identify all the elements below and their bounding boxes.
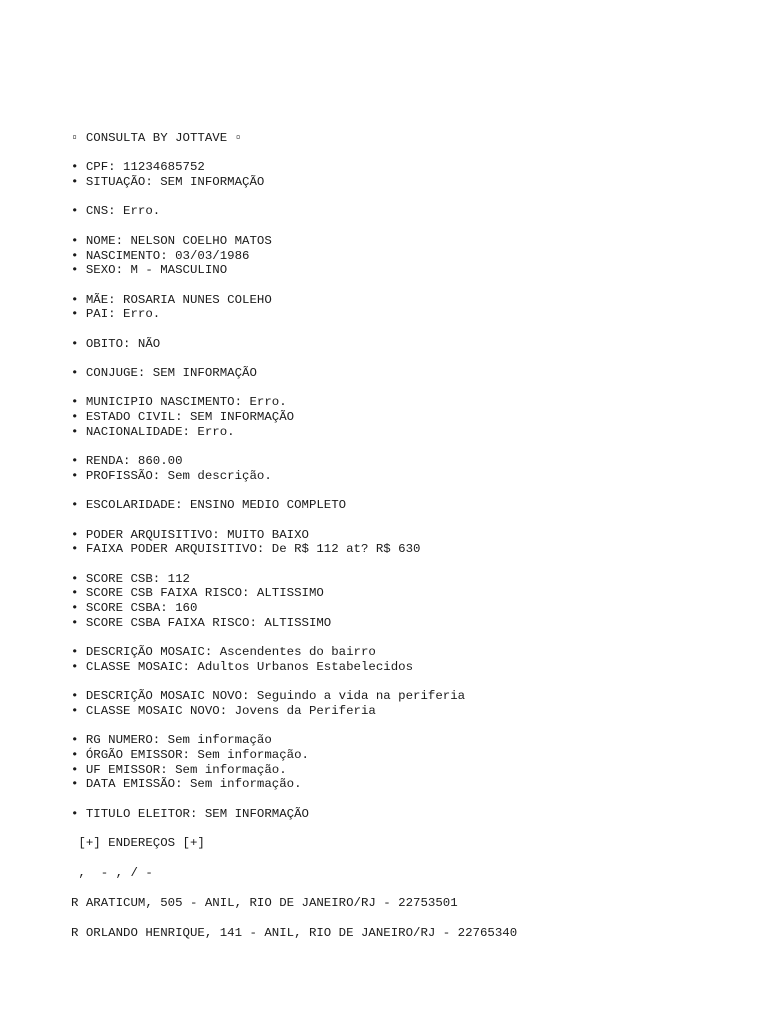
info-line: , - , / - — [71, 865, 153, 880]
section-gap — [71, 719, 751, 734]
info-line: • SCORE CSBA FAIXA RISCO: ALTISSIMO — [71, 615, 332, 630]
parents-section — [71, 293, 751, 322]
info-line: • ESCOLARIDADE: ENSINO MEDIO COMPLETO — [71, 498, 347, 513]
section-gap — [71, 910, 751, 925]
section-gap — [71, 351, 751, 366]
section-gap — [71, 484, 751, 499]
info-line: • NACIONALIDADE: Erro. — [71, 424, 235, 439]
info-line: • SCORE CSB FAIXA RISCO: ALTISSIMO — [71, 586, 324, 601]
document-header: ▫ CONSULTA BY JOTTAVE ▫ — [71, 131, 243, 145]
section-gap — [71, 219, 751, 234]
info-line: • SITUAÇÃO: SEM INFORMAÇÃO — [71, 175, 265, 190]
address-placeholder — [71, 866, 751, 881]
address-1 — [71, 896, 751, 911]
info-line: • DATA EMISSÃO: Sem informação. — [71, 777, 302, 792]
cpf-section — [71, 160, 751, 189]
info-line: • NASCIMENTO: 03/03/1986 — [71, 248, 250, 263]
info-line: • ÓRGÃO EMISSOR: Sem informação. — [71, 747, 309, 762]
section-gap — [71, 146, 751, 161]
section-gap — [71, 674, 751, 689]
info-line: • MÃE: ROSARIA NUNES COLEHO — [71, 292, 272, 307]
mosaic-novo-section — [71, 689, 751, 718]
info-line: • ESTADO CIVIL: SEM INFORMAÇÃO — [71, 410, 295, 425]
info-line: • OBITO: NÃO — [71, 336, 161, 351]
cns-section — [71, 204, 751, 219]
info-line: • RG NUMERO: Sem informação — [71, 733, 272, 748]
info-line: • PODER ARQUISITIVO: MUITO BAIXO — [71, 527, 309, 542]
section-gap — [71, 439, 751, 454]
section-gap — [71, 557, 751, 572]
info-line: • PAI: Erro. — [71, 307, 161, 322]
section-gap — [71, 630, 751, 645]
info-line: • CNS: Erro. — [71, 204, 161, 219]
section-gap — [71, 278, 751, 293]
rg-section — [71, 733, 751, 792]
address-2 — [71, 926, 751, 941]
info-line: • DESCRIÇÃO MOSAIC: Ascendentes do bairro — [71, 645, 376, 660]
info-line: • DESCRIÇÃO MOSAIC NOVO: Seguindo a vida na periferia — [71, 689, 466, 704]
info-line: • RENDA: 860.00 — [71, 454, 183, 469]
info-line: • SCORE CSB: 112 — [71, 571, 190, 586]
info-line: [+] ENDEREÇOS [+] — [71, 836, 205, 850]
info-line: • SEXO: M - MASCULINO — [71, 263, 228, 278]
info-line: • FAIXA PODER ARQUISITIVO: De R$ 112 at? R$ 630 — [71, 542, 421, 557]
obito-section — [71, 337, 751, 352]
section-gap — [71, 821, 751, 836]
purchasing-power-section — [71, 528, 751, 557]
consulta-document — [71, 131, 751, 940]
info-line: • NOME: NELSON COELHO MATOS — [71, 233, 272, 248]
conjuge-section — [71, 366, 751, 381]
section-gap — [71, 792, 751, 807]
section-gap — [71, 513, 751, 528]
info-line: • CLASSE MOSAIC NOVO: Jovens da Periferia — [71, 703, 376, 718]
section-gap — [71, 322, 751, 337]
info-line: • MUNICIPIO NASCIMENTO: Erro. — [71, 395, 287, 410]
info-line: R ORLANDO HENRIQUE, 141 - ANIL, RIO DE JANEIRO/RJ - 22765340 — [71, 925, 518, 940]
section-gap — [71, 190, 751, 205]
income-section — [71, 454, 751, 483]
info-line: • UF EMISSOR: Sem informação. — [71, 762, 287, 777]
section-gap — [71, 381, 751, 396]
info-line: • SCORE CSBA: 160 — [71, 601, 198, 615]
addresses-heading — [71, 836, 751, 851]
section-gap — [71, 851, 751, 866]
info-line: • CONJUGE: SEM INFORMAÇÃO — [71, 366, 257, 380]
identity-section — [71, 234, 751, 278]
info-line: • PROFISSÃO: Sem descrição. — [71, 468, 272, 483]
info-line: • CLASSE MOSAIC: Adultos Urbanos Estabelecidos — [71, 659, 414, 674]
titulo-section — [71, 807, 751, 822]
section-gap — [71, 881, 751, 896]
info-line: • TITULO ELEITOR: SEM INFORMAÇÃO — [71, 806, 309, 821]
info-line: R ARATICUM, 505 - ANIL, RIO DE JANEIRO/RJ - 22753501 — [71, 895, 458, 910]
info-line: • CPF: 11234685752 — [71, 160, 205, 175]
birthplace-section — [71, 395, 751, 439]
education-section — [71, 498, 751, 513]
mosaic-section — [71, 645, 751, 674]
score-section — [71, 572, 751, 631]
